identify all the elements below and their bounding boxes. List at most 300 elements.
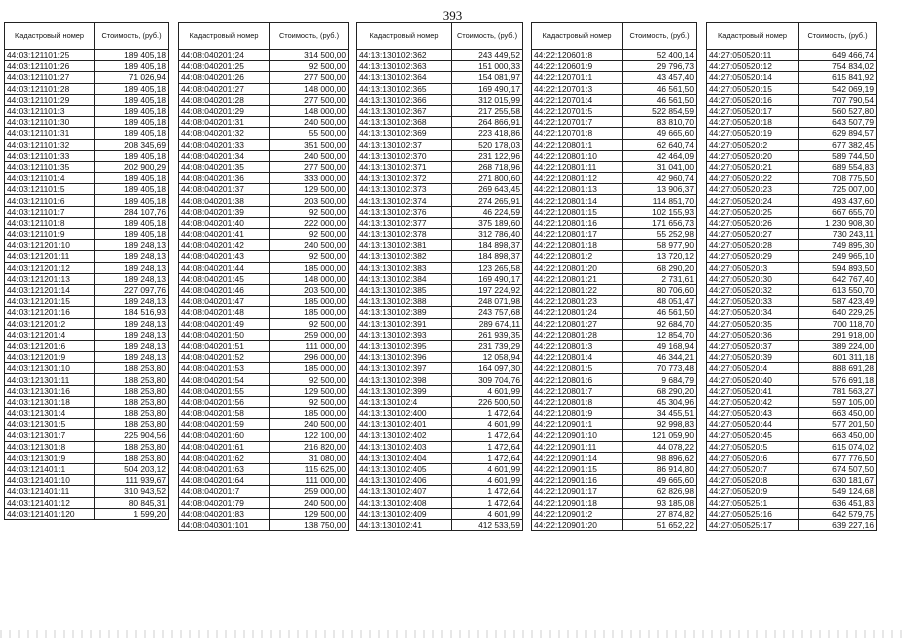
table-row xyxy=(179,206,349,217)
value-cell: 83 810,70 xyxy=(623,117,697,128)
table-row xyxy=(5,150,169,161)
value-cell: 111 000,00 xyxy=(270,340,349,351)
cadastral-number-cell: 44:22:120801:24 xyxy=(532,307,623,318)
table-row xyxy=(179,117,349,128)
value-cell: 4 601,99 xyxy=(452,385,523,396)
table-row xyxy=(179,229,349,240)
table-row xyxy=(5,441,169,452)
table-row xyxy=(707,94,877,105)
cadastral-number-cell: 44:08:040201:37 xyxy=(179,184,270,195)
cadastral-number-cell: 44:08:040201:62 xyxy=(179,452,270,463)
page-number: 393 xyxy=(442,8,463,23)
value-cell: 1 472,64 xyxy=(452,408,523,419)
value-cell: 102 155,93 xyxy=(623,206,697,217)
cadastral-number-cell: 44:03:121401:120 xyxy=(5,508,95,519)
cadastral-number-cell: 44:27:050520:28 xyxy=(707,240,799,251)
table-row xyxy=(707,486,877,497)
cadastral-number-cell: 44:03:121401:11 xyxy=(5,486,95,497)
cadastral-number-cell: 44:13:130102:384 xyxy=(357,273,452,284)
value-cell: 189 405,18 xyxy=(95,173,169,184)
cadastral-number-cell: 44:08:040201:7 xyxy=(179,486,270,497)
table-row xyxy=(179,173,349,184)
cadastral-number-cell: 44:27:050520:20 xyxy=(707,150,799,161)
cadastral-number-cell: 44:13:130102:377 xyxy=(357,217,452,228)
cadastral-number-cell: 44:22:120701:8 xyxy=(532,128,623,139)
table-row xyxy=(357,184,523,195)
cadastral-number-cell: 44:27:050520:35 xyxy=(707,318,799,329)
value-cell: 289 674,11 xyxy=(452,318,523,329)
table-row xyxy=(707,463,877,474)
value-cell: 277 500,00 xyxy=(270,72,349,83)
column-header-cadastral-number: Кадастровый номер xyxy=(179,23,270,50)
value-cell: 12 058,94 xyxy=(452,352,523,363)
table-row xyxy=(707,329,877,340)
cadastral-number-cell: 44:27:050520:40 xyxy=(707,374,799,385)
value-cell: 240 500,00 xyxy=(270,150,349,161)
value-cell: 677 382,45 xyxy=(799,139,877,150)
value-cell: 189 248,13 xyxy=(95,296,169,307)
cadastral-table-3 xyxy=(356,22,523,531)
table-row xyxy=(707,139,877,150)
cadastral-number-cell: 44:22:120801:13 xyxy=(532,184,623,195)
table-row xyxy=(707,173,877,184)
cadastral-number-cell: 44:03:121101:35 xyxy=(5,161,95,172)
value-cell: 240 500,00 xyxy=(270,117,349,128)
cadastral-number-cell: 44:03:121301:8 xyxy=(5,441,95,452)
cadastral-number-cell: 44:13:130102:393 xyxy=(357,329,452,340)
cadastral-number-cell: 44:22:120701:4 xyxy=(532,94,623,105)
value-cell: 639 227,16 xyxy=(799,519,877,530)
cadastral-number-cell: 44:13:130102:403 xyxy=(357,441,452,452)
value-cell: 31 080,00 xyxy=(270,452,349,463)
cadastral-number-cell: 44:27:050520:39 xyxy=(707,352,799,363)
table-row xyxy=(707,105,877,116)
value-cell: 310 943,52 xyxy=(95,486,169,497)
value-cell: 184 516,93 xyxy=(95,307,169,318)
value-cell: 68 290,20 xyxy=(623,385,697,396)
column-header-cadastral-number: Кадастровый номер xyxy=(707,23,799,50)
cadastral-number-cell: 44:27:050520:41 xyxy=(707,385,799,396)
value-cell: 189 405,18 xyxy=(95,83,169,94)
value-cell: 115 625,00 xyxy=(270,463,349,474)
cadastral-number-cell: 44:03:121101:32 xyxy=(5,139,95,150)
value-cell: 138 750,00 xyxy=(270,519,349,530)
table-row xyxy=(357,430,523,441)
cadastral-table-2 xyxy=(178,22,349,531)
cadastral-number-cell: 44:27:050520:12 xyxy=(707,61,799,72)
cadastral-number-cell: 44:03:121301:10 xyxy=(5,363,95,374)
cadastral-number-cell: 44:08:040201:48 xyxy=(179,307,270,318)
table-row xyxy=(532,83,697,94)
cadastral-number-cell: 44:22:120901:17 xyxy=(532,486,623,497)
table-row xyxy=(707,184,877,195)
cadastral-number-cell: 44:13:130102:381 xyxy=(357,240,452,251)
table-row xyxy=(532,374,697,385)
cadastral-number-cell: 44:27:050520:9 xyxy=(707,486,799,497)
table-row xyxy=(532,419,697,430)
cadastral-number-cell: 44:27:050520:44 xyxy=(707,419,799,430)
value-cell: 333 000,00 xyxy=(270,173,349,184)
cadastral-number-cell: 44:27:050520:26 xyxy=(707,217,799,228)
table-row xyxy=(707,396,877,407)
table-row xyxy=(5,296,169,307)
value-cell: 667 655,70 xyxy=(799,206,877,217)
table-row xyxy=(532,475,697,486)
table-row xyxy=(357,251,523,262)
value-cell: 42 464,09 xyxy=(623,150,697,161)
value-cell: 189 405,18 xyxy=(95,150,169,161)
cadastral-number-cell: 44:13:130102:369 xyxy=(357,128,452,139)
cadastral-number-cell: 44:03:121301:18 xyxy=(5,396,95,407)
value-cell: 640 229,25 xyxy=(799,307,877,318)
value-cell: 577 201,50 xyxy=(799,419,877,430)
value-cell: 68 290,20 xyxy=(623,262,697,273)
value-cell: 46 561,50 xyxy=(623,307,697,318)
cadastral-number-cell: 44:03:121101:3 xyxy=(5,105,95,116)
table-row xyxy=(179,486,349,497)
value-cell: 274 265,91 xyxy=(452,195,523,206)
value-cell: 312 786,40 xyxy=(452,229,523,240)
cadastral-number-cell: 44:03:121301:5 xyxy=(5,419,95,430)
value-cell: 188 253,80 xyxy=(95,419,169,430)
table-row xyxy=(5,262,169,273)
value-cell: 520 178,03 xyxy=(452,139,523,150)
value-cell: 708 775,50 xyxy=(799,173,877,184)
value-cell: 52 400,14 xyxy=(623,50,697,61)
value-cell: 277 500,00 xyxy=(270,94,349,105)
table-row xyxy=(179,340,349,351)
scan-artifact-strip xyxy=(0,630,905,638)
table-row xyxy=(707,508,877,519)
value-cell: 58 977,90 xyxy=(623,240,697,251)
table-row xyxy=(532,340,697,351)
cadastral-number-cell: 44:27:050520:2 xyxy=(707,139,799,150)
value-cell: 185 000,00 xyxy=(270,363,349,374)
table-row xyxy=(179,419,349,430)
value-cell: 45 304,96 xyxy=(623,396,697,407)
table-row xyxy=(707,441,877,452)
column-header-value: Стоимость, (руб.) xyxy=(270,23,349,50)
cadastral-number-cell: 44:08:040201:60 xyxy=(179,430,270,441)
table-header-row xyxy=(179,23,349,50)
table-row xyxy=(357,229,523,240)
table-row xyxy=(357,396,523,407)
cadastral-number-cell: 44:13:130102:374 xyxy=(357,195,452,206)
table-row xyxy=(5,173,169,184)
table-row xyxy=(357,284,523,295)
cadastral-number-cell: 44:08:040201:42 xyxy=(179,240,270,251)
table-row xyxy=(5,229,169,240)
value-cell: 629 894,57 xyxy=(799,128,877,139)
cadastral-number-cell: 44:03:121101:28 xyxy=(5,83,95,94)
value-cell: 643 507,79 xyxy=(799,117,877,128)
cadastral-number-cell: 44:08:040201:49 xyxy=(179,318,270,329)
cadastral-number-cell: 44:13:130102:389 xyxy=(357,307,452,318)
table-row xyxy=(707,240,877,251)
cadastral-number-cell: 44:08:040201:61 xyxy=(179,441,270,452)
value-cell: 259 000,00 xyxy=(270,329,349,340)
value-cell: 749 895,30 xyxy=(799,240,877,251)
table-row xyxy=(532,396,697,407)
value-cell: 184 898,37 xyxy=(452,251,523,262)
value-cell: 86 914,80 xyxy=(623,463,697,474)
cadastral-number-cell: 44:08:040201:38 xyxy=(179,195,270,206)
value-cell: 2 731,61 xyxy=(623,273,697,284)
cadastral-number-cell: 44:22:120801:17 xyxy=(532,229,623,240)
table-row xyxy=(532,94,697,105)
value-cell: 114 851,70 xyxy=(623,195,697,206)
cadastral-number-cell: 44:13:130102:405 xyxy=(357,463,452,474)
cadastral-number-cell: 44:13:130102:395 xyxy=(357,340,452,351)
value-cell: 43 457,40 xyxy=(623,72,697,83)
table-row xyxy=(179,441,349,452)
cadastral-number-cell: 44:22:120801:6 xyxy=(532,374,623,385)
cadastral-number-cell: 44:22:120901:1 xyxy=(532,419,623,430)
cadastral-number-cell: 44:22:120701:7 xyxy=(532,117,623,128)
cadastral-number-cell: 44:13:130102:397 xyxy=(357,363,452,374)
cadastral-number-cell: 44:03:121301:7 xyxy=(5,430,95,441)
table-row xyxy=(5,430,169,441)
cadastral-number-cell: 44:13:130102:371 xyxy=(357,161,452,172)
table-row xyxy=(707,430,877,441)
table-row xyxy=(532,441,697,452)
value-cell: 203 500,00 xyxy=(270,195,349,206)
value-cell: 189 405,18 xyxy=(95,117,169,128)
cadastral-number-cell: 44:27:050520:7 xyxy=(707,463,799,474)
value-cell: 62 826,98 xyxy=(623,486,697,497)
value-cell: 129 500,00 xyxy=(270,385,349,396)
value-cell: 615 841,92 xyxy=(799,72,877,83)
cadastral-number-cell: 44:22:120901:15 xyxy=(532,463,623,474)
cadastral-number-cell: 44:03:121101:9 xyxy=(5,229,95,240)
table-row xyxy=(707,363,877,374)
value-cell: 597 105,00 xyxy=(799,396,877,407)
value-cell: 663 450,00 xyxy=(799,408,877,419)
value-cell: 70 773,48 xyxy=(623,363,697,374)
table-row xyxy=(357,206,523,217)
cadastral-number-cell: 44:03:121101:31 xyxy=(5,128,95,139)
value-cell: 27 874,82 xyxy=(623,508,697,519)
column-header-cadastral-number: Кадастровый номер xyxy=(357,23,452,50)
cadastral-number-cell: 44:08:040201:25 xyxy=(179,61,270,72)
value-cell: 615 074,02 xyxy=(799,441,877,452)
table-row xyxy=(357,139,523,150)
table-row xyxy=(179,240,349,251)
table-row xyxy=(5,408,169,419)
value-cell: 189 405,18 xyxy=(95,50,169,61)
table-row xyxy=(532,262,697,273)
table-row xyxy=(5,452,169,463)
cadastral-number-cell: 44:27:050520:37 xyxy=(707,340,799,351)
cadastral-number-cell: 44:27:050520:24 xyxy=(707,195,799,206)
cadastral-number-cell: 44:13:130102:402 xyxy=(357,430,452,441)
table-row xyxy=(707,61,877,72)
value-cell: 34 455,51 xyxy=(623,408,697,419)
value-cell: 243 757,68 xyxy=(452,307,523,318)
cadastral-number-cell: 44:22:120901:11 xyxy=(532,441,623,452)
cadastral-number-cell: 44:08:040201:51 xyxy=(179,340,270,351)
table-row xyxy=(532,486,697,497)
value-cell: 1 230 908,30 xyxy=(799,217,877,228)
table-row xyxy=(532,273,697,284)
value-cell: 189 248,13 xyxy=(95,329,169,340)
value-cell: 663 450,00 xyxy=(799,430,877,441)
value-cell: 226 500,50 xyxy=(452,396,523,407)
cadastral-number-cell: 44:03:121201:14 xyxy=(5,284,95,295)
table-row xyxy=(532,128,697,139)
cadastral-number-cell: 44:27:050520:6 xyxy=(707,452,799,463)
cadastral-number-cell: 44:03:121301:9 xyxy=(5,452,95,463)
cadastral-number-cell: 44:27:050520:34 xyxy=(707,307,799,318)
cadastral-number-cell: 44:22:120801:9 xyxy=(532,408,623,419)
value-cell: 49 665,60 xyxy=(623,475,697,486)
table-row xyxy=(532,318,697,329)
value-cell: 129 500,00 xyxy=(270,184,349,195)
value-cell: 312 015,99 xyxy=(452,94,523,105)
cadastral-number-cell: 44:13:130102:388 xyxy=(357,296,452,307)
table-row xyxy=(357,150,523,161)
table-row xyxy=(532,497,697,508)
cadastral-number-cell: 44:08:040201:43 xyxy=(179,251,270,262)
cadastral-number-cell: 44:13:130102:41 xyxy=(357,519,452,530)
value-cell: 92 500,00 xyxy=(270,206,349,217)
cadastral-number-cell: 44:08:040201:55 xyxy=(179,385,270,396)
value-cell: 62 640,74 xyxy=(623,139,697,150)
cadastral-number-cell: 44:03:121201:13 xyxy=(5,273,95,284)
value-cell: 80 706,60 xyxy=(623,284,697,295)
cadastral-number-cell: 44:27:050520:3 xyxy=(707,262,799,273)
cadastral-number-cell: 44:03:121401:12 xyxy=(5,497,95,508)
table-row xyxy=(707,408,877,419)
value-cell: 707 790,54 xyxy=(799,94,877,105)
table-row xyxy=(357,94,523,105)
value-cell: 560 527,80 xyxy=(799,105,877,116)
table-row xyxy=(532,217,697,228)
table-row xyxy=(532,150,697,161)
value-cell: 259 000,00 xyxy=(270,486,349,497)
table-row xyxy=(532,195,697,206)
cadastral-number-cell: 44:08:040201:45 xyxy=(179,273,270,284)
cadastral-number-cell: 44:27:050520:15 xyxy=(707,83,799,94)
value-cell: 189 405,18 xyxy=(95,128,169,139)
table-row xyxy=(532,61,697,72)
cadastral-number-cell: 44:03:121201:11 xyxy=(5,251,95,262)
table-row xyxy=(5,486,169,497)
cadastral-number-cell: 44:08:040201:58 xyxy=(179,408,270,419)
cadastral-number-cell: 44:13:130102:368 xyxy=(357,117,452,128)
cadastral-number-cell: 44:03:121101:33 xyxy=(5,150,95,161)
value-cell: 164 097,30 xyxy=(452,363,523,374)
value-cell: 412 533,59 xyxy=(452,519,523,530)
value-cell: 92 684,70 xyxy=(623,318,697,329)
value-cell: 754 834,02 xyxy=(799,61,877,72)
value-cell: 636 451,83 xyxy=(799,497,877,508)
cadastral-number-cell: 44:13:130102:373 xyxy=(357,184,452,195)
value-cell: 188 253,80 xyxy=(95,385,169,396)
table-row xyxy=(179,273,349,284)
cadastral-number-cell: 44:13:130102:399 xyxy=(357,385,452,396)
table-row xyxy=(179,72,349,83)
value-cell: 189 405,18 xyxy=(95,184,169,195)
cadastral-number-cell: 44:13:130102:362 xyxy=(357,50,452,61)
table-row xyxy=(5,128,169,139)
value-cell: 781 563,27 xyxy=(799,385,877,396)
cadastral-number-cell: 44:27:050520:21 xyxy=(707,161,799,172)
cadastral-number-cell: 44:13:130102:364 xyxy=(357,72,452,83)
cadastral-number-cell: 44:13:130102:400 xyxy=(357,408,452,419)
value-cell: 154 081,97 xyxy=(452,72,523,83)
table-row xyxy=(357,72,523,83)
value-cell: 493 437,60 xyxy=(799,195,877,206)
table-row xyxy=(357,352,523,363)
cadastral-number-cell: 44:03:121301:16 xyxy=(5,385,95,396)
value-cell: 184 898,37 xyxy=(452,240,523,251)
cadastral-number-cell: 44:13:130102:391 xyxy=(357,318,452,329)
column-header-value: Стоимость, (руб.) xyxy=(623,23,697,50)
table-row xyxy=(532,452,697,463)
cadastral-number-cell: 44:03:121101:26 xyxy=(5,61,95,72)
table-row xyxy=(5,83,169,94)
column-header-value: Стоимость, (руб.) xyxy=(799,23,877,50)
value-cell: 613 550,70 xyxy=(799,284,877,295)
cadastral-number-cell: 44:13:130102:367 xyxy=(357,105,452,116)
cadastral-number-cell: 44:22:120901:10 xyxy=(532,430,623,441)
cadastral-number-cell: 44:27:050520:32 xyxy=(707,284,799,295)
table-row xyxy=(532,173,697,184)
value-cell: 248 071,98 xyxy=(452,296,523,307)
value-cell: 151 000,33 xyxy=(452,61,523,72)
value-cell: 92 500,00 xyxy=(270,229,349,240)
value-cell: 240 500,00 xyxy=(270,240,349,251)
table-row xyxy=(357,105,523,116)
value-cell: 227 097,76 xyxy=(95,284,169,295)
table-row xyxy=(357,61,523,72)
table-row xyxy=(357,441,523,452)
cadastral-number-cell: 44:22:120801:28 xyxy=(532,329,623,340)
table-row xyxy=(532,363,697,374)
cadastral-number-cell: 44:27:050520:11 xyxy=(707,50,799,61)
value-cell: 291 918,00 xyxy=(799,329,877,340)
cadastral-number-cell: 44:08:040201:24 xyxy=(179,50,270,61)
table-row xyxy=(707,117,877,128)
table-row xyxy=(532,72,697,83)
value-cell: 189 405,18 xyxy=(95,195,169,206)
column-header-cadastral-number: Кадастровый номер xyxy=(532,23,623,50)
table-row xyxy=(179,83,349,94)
value-cell: 589 744,50 xyxy=(799,150,877,161)
value-cell: 12 854,70 xyxy=(623,329,697,340)
table-row xyxy=(179,195,349,206)
cadastral-number-cell: 44:22:120901:2 xyxy=(532,508,623,519)
value-cell: 587 423,49 xyxy=(799,296,877,307)
table-row xyxy=(707,340,877,351)
table-row xyxy=(179,497,349,508)
value-cell: 1 472,64 xyxy=(452,441,523,452)
table-row xyxy=(179,374,349,385)
table-row xyxy=(357,50,523,61)
value-cell: 700 118,70 xyxy=(799,318,877,329)
table-row xyxy=(5,352,169,363)
table-row xyxy=(179,329,349,340)
cadastral-number-cell: 44:08:040201:39 xyxy=(179,206,270,217)
cadastral-number-cell: 44:03:121101:8 xyxy=(5,217,95,228)
table-row xyxy=(532,307,697,318)
table-row xyxy=(179,296,349,307)
cadastral-number-cell: 44:08:040301:101 xyxy=(179,519,270,530)
cadastral-number-cell: 44:27:050520:14 xyxy=(707,72,799,83)
table-row xyxy=(707,284,877,295)
value-cell: 4 601,99 xyxy=(452,508,523,519)
